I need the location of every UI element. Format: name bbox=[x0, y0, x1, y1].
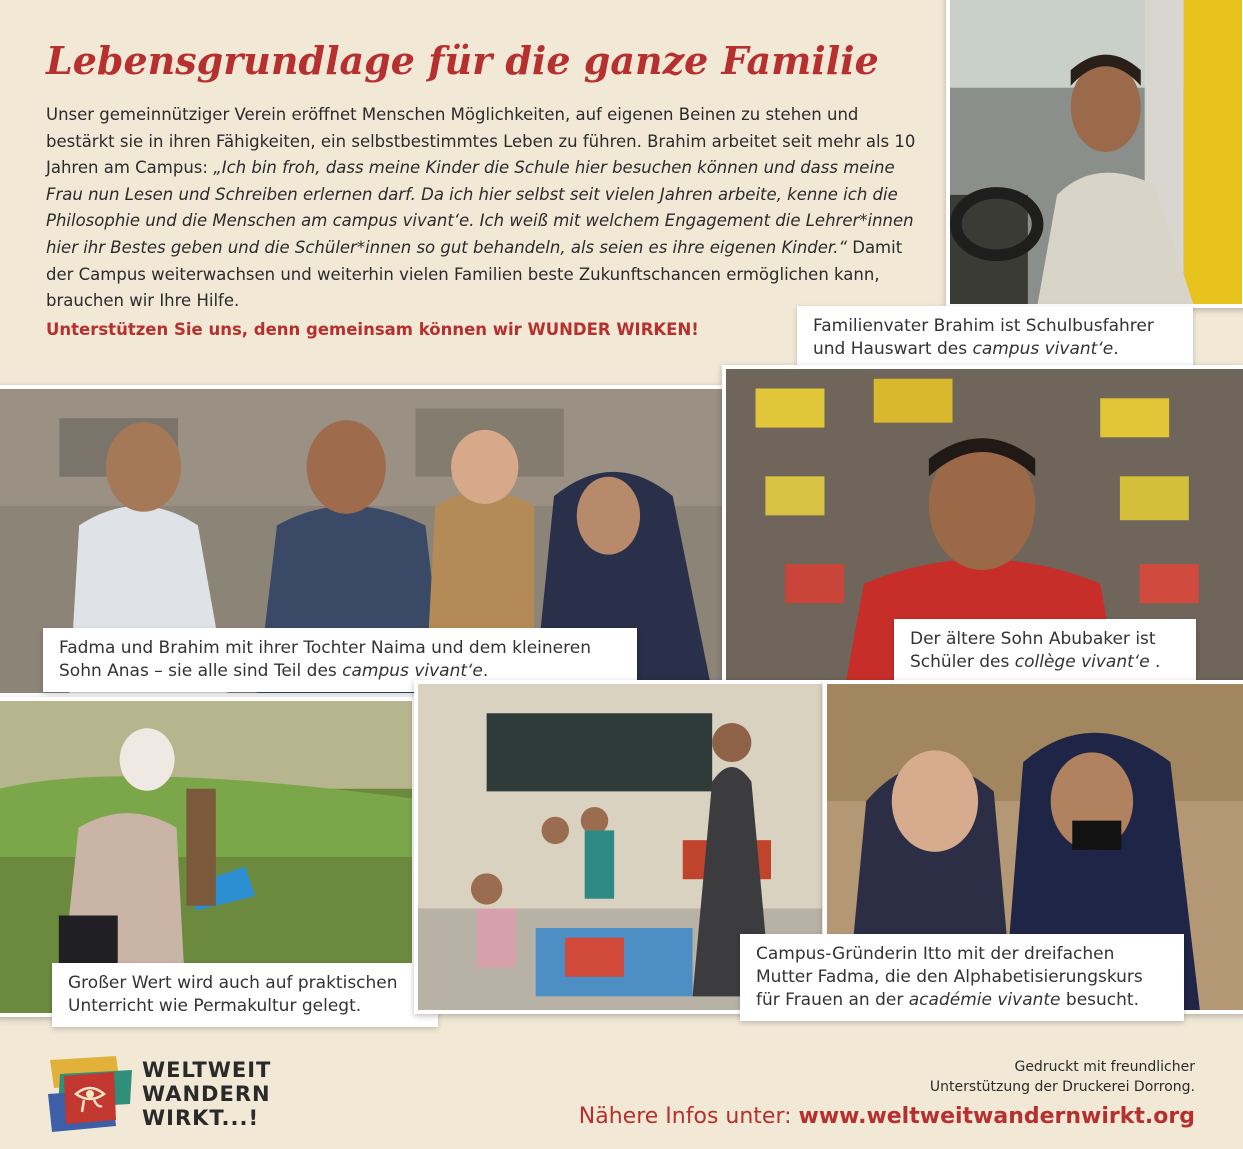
caption-abubaker-text: Der ältere Sohn Abubaker ist Schüler des bbox=[910, 629, 1156, 672]
caption-family-text: Fadma und Brahim mit ihrer Tochter Naima und dem kleineren Sohn Anas – sie alle sind Teil des bbox=[59, 638, 591, 681]
caption-itto-text: Campus-Gründerin Itto mit der dreifachen Mutter Fadma, die den Alphabetisierungskurs für Frauen an der bbox=[756, 944, 1143, 1010]
logo-mark bbox=[46, 1054, 134, 1134]
printed-line-1: Gedruckt mit freundlicher bbox=[1014, 1059, 1195, 1075]
photo-brahim-bus bbox=[946, 0, 1243, 308]
caption-brahim-em: campus vivant‘e bbox=[972, 339, 1114, 359]
caption-abubaker bbox=[894, 619, 1196, 683]
more-info-label: Nähere Infos unter: bbox=[578, 1104, 799, 1129]
logo-text bbox=[142, 1058, 271, 1130]
more-info bbox=[579, 1104, 1195, 1129]
caption-itto bbox=[740, 934, 1184, 1021]
logo-line-3: WIRKT...! bbox=[142, 1106, 260, 1130]
caption-permakultur bbox=[52, 963, 438, 1027]
caption-itto-em: académie vivante bbox=[908, 990, 1061, 1010]
caption-brahim bbox=[797, 306, 1193, 370]
caption-family-em: campus vivant‘e bbox=[342, 661, 483, 681]
caption-family-end: . bbox=[482, 661, 489, 681]
intro-text bbox=[46, 102, 918, 315]
caption-brahim-end: . bbox=[1113, 339, 1119, 359]
logo-line-1: WELTWEIT bbox=[142, 1058, 272, 1082]
caption-permakultur-text: Großer Wert wird auch auf praktischen Unterricht wie Permakultur gelegt. bbox=[68, 973, 398, 1016]
caption-abubaker-em: collège vivant‘e bbox=[1014, 652, 1150, 672]
intro-quote: „Ich bin froh, dass meine Kinder die Schule hier besuchen können und dass meine Frau nun Lesen und Schreiben erlernen darf. Da ich hier selbst seit vielen Jahren arbeite, kenne ich die Philosophie und die Menschen am campus vivant‘e. Ich weiß mit welchem Engagement die Lehrer*innen hier ihr Bestes geben und die Schüler*innen so gut behandeln, als seien es ihre eigenen Kinder.“ bbox=[46, 158, 914, 257]
callout-text: Unterstützen Sie uns, denn gemeinsam können wir WUNDER WIRKEN! bbox=[46, 320, 699, 339]
caption-abubaker-end: . bbox=[1149, 652, 1161, 672]
intro-part-1: Unser gemeinnütziger Verein eröffnet Menschen Möglichkeiten, auf eigenen Beinen zu stehen und bestärkt sie in ihren Fähigkeiten, ein selbstbestimmtes Leben zu führen. Brahim arbeitet seit mehr als 10 Jahren am Campus: bbox=[46, 105, 916, 178]
intro-part-2: Damit der Campus weiterwachsen und weiterhin vielen Familien beste Zukunftschancen ermöglichen kann, brauchen wir Ihre Hilfe. bbox=[46, 237, 903, 311]
caption-itto-end: besucht. bbox=[1060, 990, 1139, 1010]
caption-brahim-text: Familienvater Brahim ist Schulbusfahrer und Hauswart des bbox=[813, 316, 1154, 359]
printed-note bbox=[930, 1057, 1195, 1097]
logo-line-2: WANDERN bbox=[142, 1082, 271, 1106]
page-title: Lebensgrundlage für die ganze Familie bbox=[46, 38, 879, 83]
website-link[interactable]: www.weltweitwandernwirkt.org bbox=[798, 1104, 1195, 1129]
printed-line-2: Unterstützung der Druckerei Dorrong. bbox=[929, 1079, 1195, 1095]
